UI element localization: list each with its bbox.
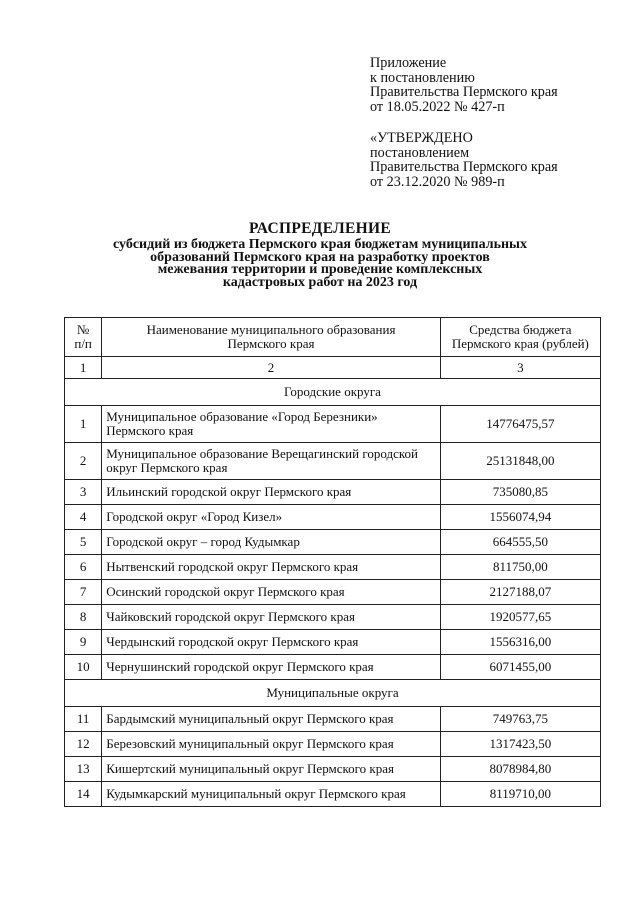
- table-row: [65, 605, 601, 630]
- distribution-table: [64, 317, 601, 807]
- budget-amount: 664555,50: [440, 530, 600, 555]
- municipality-name: Кудымкарский муниципальный округ Пермского края: [102, 782, 441, 807]
- table-row: [65, 530, 601, 555]
- row-number: 14: [65, 782, 102, 807]
- budget-amount: 1556316,00: [440, 630, 600, 655]
- annex-line: от 18.05.2022 № 427-п: [370, 98, 505, 115]
- subtitle-line: межевания территории и проведение комплексных: [157, 262, 483, 278]
- row-number: 9: [65, 630, 102, 655]
- budget-amount: 6071455,00: [440, 655, 600, 680]
- header-num: [65, 318, 102, 357]
- budget-amount: 1920577,65: [440, 605, 600, 630]
- municipality-name: Бардымский муниципальный округ Пермского края: [102, 707, 441, 732]
- table-row: [65, 782, 601, 807]
- row-number: 11: [65, 707, 102, 732]
- budget-amount: 1317423,50: [440, 732, 600, 757]
- municipality-name: Ильинский городской округ Пермского края: [102, 480, 441, 505]
- table-row: [65, 707, 601, 732]
- annex-line: Приложение: [370, 55, 447, 71]
- annex-line: к постановлению: [370, 69, 475, 86]
- annex-line: Правительства Пермского края: [370, 84, 558, 101]
- column-index-cell: 2: [102, 357, 441, 379]
- row-number: 7: [65, 580, 102, 605]
- row-number: 8: [65, 605, 102, 630]
- header-name: [102, 318, 441, 357]
- municipality-name: Чайковский городской округ Пермского края: [102, 605, 441, 630]
- municipality-name: Кишертский муниципальный округ Пермского края: [102, 757, 441, 782]
- table-row: [65, 480, 601, 505]
- budget-amount: 1556074,94: [440, 505, 600, 530]
- header-num-line2: п/п: [74, 336, 92, 351]
- municipality-name: Чернушинский городской округ Пермского края: [102, 655, 441, 680]
- budget-amount: 749763,75: [440, 707, 600, 732]
- budget-amount: 8078984,80: [440, 757, 600, 782]
- column-index-row: [65, 357, 601, 379]
- budget-amount: 25131848,00: [440, 443, 600, 480]
- header-amount: [440, 318, 600, 357]
- municipality-name: Нытвенский городской округ Пермского края: [102, 555, 441, 580]
- table-row: [65, 757, 601, 782]
- section-header-row: [65, 680, 601, 707]
- budget-amount: 2127188,07: [440, 580, 600, 605]
- header-amount-line1: Средства бюджета: [469, 322, 572, 337]
- row-number: 6: [65, 555, 102, 580]
- section-title: Городские округа: [65, 379, 601, 406]
- header-name-line2: Пермского края: [227, 336, 315, 351]
- approval-line: Правительства Пермского края: [370, 159, 558, 176]
- approval-line: постановлением: [370, 144, 470, 161]
- row-number: 5: [65, 530, 102, 555]
- approval-line: от 23.12.2020 № 989-п: [370, 173, 505, 190]
- column-index-cell: 1: [65, 357, 102, 379]
- municipality-name: Городской округ – город Кудымкар: [102, 530, 441, 555]
- table-row: [65, 655, 601, 680]
- table-row: [65, 732, 601, 757]
- header-num-line1: №: [76, 322, 90, 337]
- approval-block: [370, 131, 558, 189]
- subtitle-line: кадастровых работ на 2023 год: [222, 274, 418, 290]
- municipality-name: Муниципальное образование «Город Березники» Пермского края: [102, 406, 441, 443]
- municipality-name: Муниципальное образование Верещагинский городской округ Пермского края: [102, 443, 441, 480]
- header-name-line1: Наименование муниципального образования: [146, 322, 396, 337]
- section-title: Муниципальные округа: [65, 680, 601, 707]
- subtitle-line: образований Пермского края на разработку проектов: [150, 249, 490, 265]
- budget-amount: 811750,00: [440, 555, 600, 580]
- municipality-name: Березовский муниципальный округ Пермского края: [102, 732, 441, 757]
- column-index-cell: 3: [440, 357, 600, 379]
- approval-line: «УТВЕРЖДЕНО: [370, 130, 473, 146]
- table-row: [65, 580, 601, 605]
- row-number: 10: [65, 655, 102, 680]
- subtitle-line: субсидий из бюджета Пермского края бюджетам муниципальных: [113, 237, 527, 252]
- table-header-row: [65, 318, 601, 357]
- municipality-name: Городской округ «Город Кизел»: [102, 505, 441, 530]
- table-row: [65, 505, 601, 530]
- document-subtitle: [100, 239, 540, 289]
- row-number: 3: [65, 480, 102, 505]
- section-header-row: [65, 379, 601, 406]
- municipality-name: Чердынский городской округ Пермского края: [102, 630, 441, 655]
- annex-block: [370, 56, 558, 114]
- table-row: [65, 630, 601, 655]
- header-amount-line2: Пермского края (рублей): [451, 336, 589, 351]
- row-number: 13: [65, 757, 102, 782]
- municipality-name: Осинский городской округ Пермского края: [102, 580, 441, 605]
- table-body: [65, 318, 601, 807]
- budget-amount: 735080,85: [440, 480, 600, 505]
- budget-amount: 14776475,57: [440, 406, 600, 443]
- row-number: 12: [65, 732, 102, 757]
- table-row: [65, 406, 601, 443]
- row-number: 2: [65, 443, 102, 480]
- budget-amount: 8119710,00: [440, 782, 600, 807]
- table-row: [65, 443, 601, 480]
- row-number: 1: [65, 406, 102, 443]
- table-row: [65, 555, 601, 580]
- document-title: РАСПРЕДЕЛЕНИЕ: [249, 220, 391, 237]
- row-number: 4: [65, 505, 102, 530]
